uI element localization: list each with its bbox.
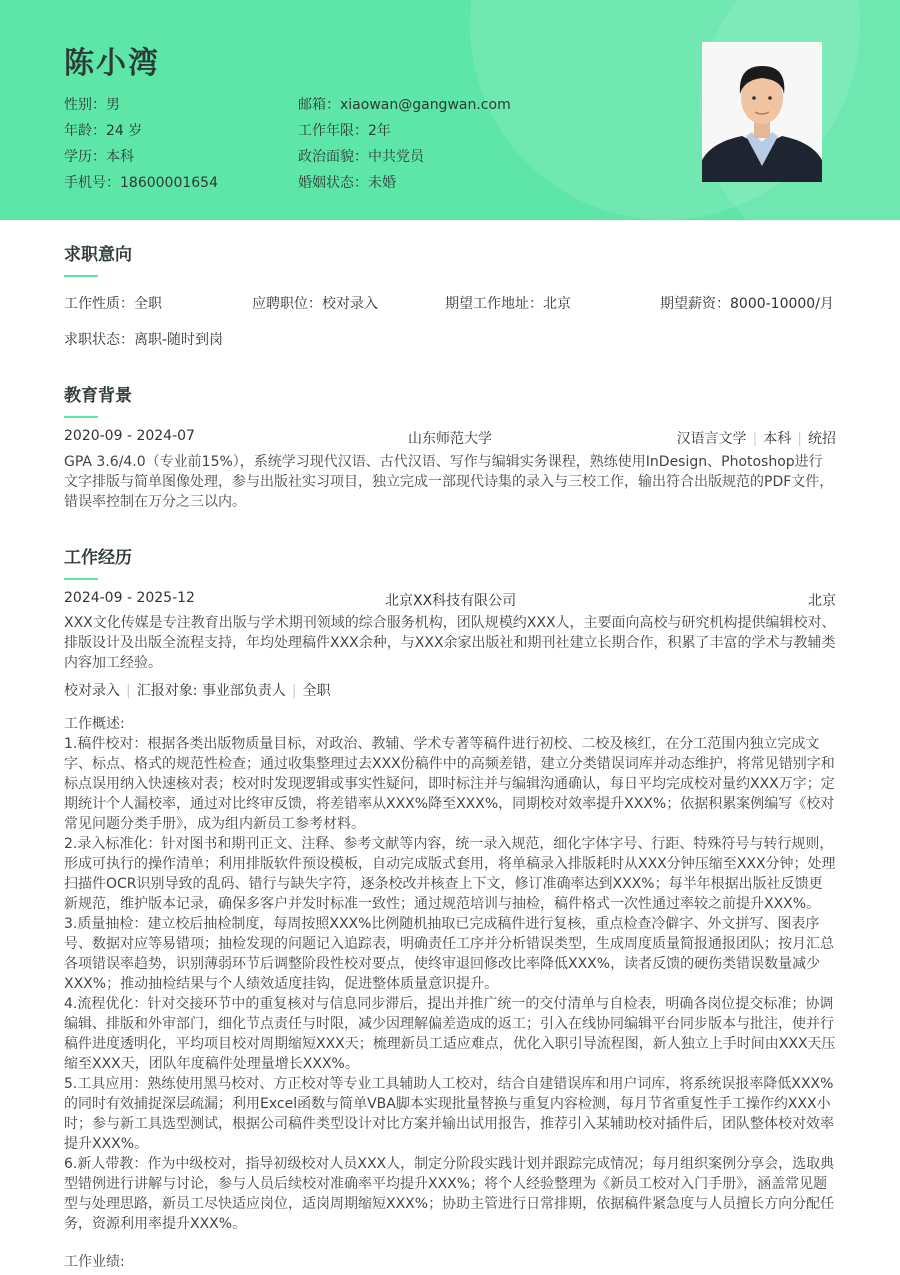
work-item: 5.工具应用：熟练使用黑马校对、方正校对等专业工具辅助人工校对，结合自建错误库和用户词库，将系统误报率降低XXX%的同时有效捕捉深层疏漏；利用Excel函数与简单VBA脚本实现批量替换与重复内容检测，每月节省重复性手工操作约XXX小时；参与新工具选型测试，根据公司稿件类型设计对比方案并输出试用报告，推荐引入某辅助校对插件后，团队整体校对效率提升XXX%。 <box>64 1076 834 1152</box>
info-gender: 性别：男 <box>64 97 120 113</box>
company-name: 北京XX科技有限公司 <box>385 593 517 609</box>
info-political-status: 政治面貌：中共党员 <box>298 149 424 165</box>
basic-info-right <box>298 92 511 196</box>
school-name: 山东师范大学 <box>408 431 492 447</box>
work-item: 2.录入标准化：针对图书和期刊正文、注释、参考文献等内容，统一录入规范，细化字体字号、行距、特殊符号与转行规则，形成可执行的操作清单；利用排版软件预设模板，自动完成版式套用，将单稿录入排版耗时从XXX分钟压缩至XXX分钟；处理扫描件OCR识别导致的乱码、错行与缺失字符，逐条校改并核查上下文，修订准确率达到XXX%；每半年根据出版社反馈更新规范，维护版本记录，确保多客户并发时标准一致性；通过规范培训与抽检，稿件格式一次性通过率较之前提升XXX%。 <box>64 836 836 912</box>
job-salary: 期望薪资：8000-10000/月 <box>660 296 834 312</box>
education-section <box>64 381 836 512</box>
info-marital-status: 婚姻状态：未婚 <box>298 175 396 191</box>
job-status-row <box>64 329 836 349</box>
work-item: 3.质量抽检：建立校后抽检制度，每周按照XXX%比例随机抽取已完成稿件进行复核，重点检查冷僻字、外文拼写、图表序号、数据对应等易错项；抽检发现的问题记入追踪表，明确责任工序并分析错误类型，生成周度质量简报通报团队；按月汇总各项错误率趋势，识别薄弱环节后调整阶段性校对要点，使终审退回修改比率降低XXX%，读者反馈的硬伤类错误数量减少XXX%；推动抽检结果与个人绩效适度挂钩，促进整体质量意识提升。 <box>64 916 834 992</box>
section-title: 工作经历 <box>64 548 132 568</box>
work-period: 2024-09 - 2025-12 <box>64 590 195 606</box>
candidate-name: 陈小湾 <box>64 46 160 81</box>
info-work-years: 工作年限：2年 <box>298 123 391 139</box>
info-email: 邮箱：xiaowan@gangwan.com <box>298 97 511 113</box>
info-phone: 手机号：18600001654 <box>64 175 218 191</box>
education-description: GPA 3.6/4.0（专业前15%），系统学习现代汉语、古代汉语、写作与编辑实务课程，熟练使用InDesign、Photoshop进行文字排版与简单图像处理，参与出版社实习项目，独立完成一部现代诗集的录入与三校工作，输出符合出版规范的PDF文件，错误率控制在万分之三以内。 <box>64 454 834 510</box>
work-row <box>64 590 836 610</box>
profile-photo <box>702 42 822 182</box>
info-education: 学历：本科 <box>64 149 134 165</box>
person-avatar-icon <box>702 42 822 182</box>
work-item: 6.新人带教：作为中级校对，指导初级校对人员XXX人，制定分阶段实践计划并跟踪完成情况；每月组织案例分享会，选取典型错例进行讲解与讨论，参与人员后续校对准确率平均提升XXX%；将个人经验整理为《新员工校对入门手册》，涵盖常见题型与处理思路，新员工尽快适应岗位，适岗周期缩短XXX%；协助主管进行日常排期，依据稿件紧急度与人员擅长方向分配任务，资源利用率提升XXX%。 <box>64 1156 835 1232</box>
work-overview-label: 工作概述: <box>64 716 125 732</box>
work-item: 1.稿件校对：根据各类出版物质量目标，对政治、教辅、学术专著等稿件进行初校、二校及核红，在分工范围内独立完成文字、标点、格式的规范性检查；通过收集整理过去XXX份稿件中的高频差错，建立分类错误词库并动态维护，将常见错别字和标点误用纳入快速核对表；校对时发现逻辑或事实性疑问，即时标注并与编辑沟通确认，每日平均完成校对量约XXX万字；定期统计个人漏校率，通过对比终审反馈，将差错率从XXX%降至XXX%，同期校对效率提升XXX%；依据积累案例编写《校对常见问题分类手册》，成为组内新员工参考材料。 <box>64 736 835 832</box>
resume-header <box>0 0 900 220</box>
work-item: 4.流程优化：针对交接环节中的重复核对与信息同步滞后，提出并推广统一的交付清单与自检表，明确各岗位提交标准；协调编辑、排版和外审部门，细化节点责任与时限，减少因理解偏差造成的返工；引入在线协同编辑平台同步版本与批注，使并行稿件进度透明化，平均项目校对周期缩短XXX天；梳理新员工适应难点，优化入职引导流程图，新人独立上手时间由XXX天压缩至XXX天，团队年度稿件处理量增长XXX%。 <box>64 996 836 1072</box>
section-underline <box>64 578 98 580</box>
job-intent-row <box>64 293 836 313</box>
work-tags: 校对录入 | 汇报对象: 事业部负责人 | 全职 <box>64 683 331 699</box>
job-status: 求职状态：离职-随时到岗 <box>64 332 224 348</box>
company-description: XXX文化传媒是专注教育出版与学术期刊领域的综合服务机构，团队规模约XXX人，主要面向高校与研究机构提供编辑校对、排版设计及出版全流程支持，年均处理稿件XXX余种，与XXX余家出版社和期刊社建立长期合作，积累了丰富的学术与教辅类内容加工经验。 <box>64 615 836 671</box>
work-section <box>64 543 836 1272</box>
job-position: 应聘职位：校对录入 <box>252 296 378 312</box>
info-age: 年龄：24 岁 <box>64 123 143 139</box>
section-title: 求职意向 <box>64 245 132 265</box>
basic-info-left <box>64 92 218 196</box>
work-city: 北京 <box>808 593 836 609</box>
education-row <box>64 428 836 448</box>
section-underline <box>64 275 98 277</box>
education-period: 2020-09 - 2024-07 <box>64 428 195 444</box>
education-details: 汉语言文学 | 本科 | 统招 <box>676 431 836 447</box>
job-intent-section <box>64 240 836 349</box>
job-location: 期望工作地址：北京 <box>445 296 571 312</box>
section-underline <box>64 416 98 418</box>
section-title: 教育背景 <box>64 386 132 406</box>
job-type: 工作性质：全职 <box>64 296 162 312</box>
work-achievements-label: 工作业绩: <box>64 1254 125 1270</box>
